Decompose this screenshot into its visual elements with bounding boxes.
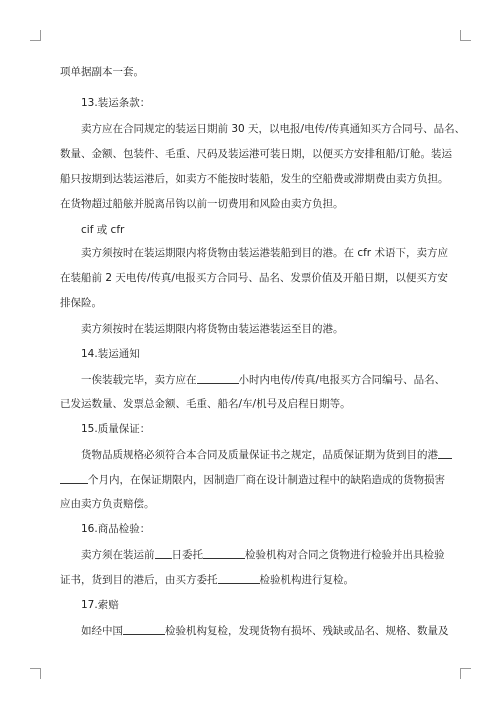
section-heading-16: 16.商品检验：	[81, 523, 151, 535]
text-line: 项单据副本一套。	[60, 66, 144, 78]
section-heading-13: 13.装运条款：	[81, 97, 151, 109]
text-line: 卖方应在合同规定的装运日期前 30 天，以电报/电传/传真通知买方合同号、品名、	[81, 123, 466, 135]
section-heading-15: 15.质量保证：	[81, 423, 151, 435]
text-line	[81, 448, 452, 461]
text-fragment: 个月内，在保证期限内，因制造厂商在设计制造过程中的缺陷造成的货物损害	[88, 474, 445, 486]
text-line: 数量、金额、包装件、毛重、尺码及装运港可装日期，以便买方安排租船/订舱。装运	[60, 148, 453, 160]
text-line	[60, 573, 354, 586]
text-line: 应由卖方负责赔偿。	[60, 498, 155, 510]
text-fragment: 检验机构复检，发现货物有损坏、残缺或品名、规格、数量及	[165, 625, 449, 637]
section-heading-17: 17.索赔	[81, 599, 119, 611]
fill-in-blank[interactable]	[197, 373, 239, 384]
text-line	[81, 624, 449, 637]
text-line: 卖方须按时在装运期限内将货物由装运港装船到目的港。在 cfr 术语下，卖方应	[81, 247, 448, 259]
text-fragment: 日委托	[171, 549, 203, 561]
text-line	[81, 373, 445, 386]
text-fragment: 证书，货到目的港后，由买方委托	[60, 574, 218, 586]
text-line: 卖方须按时在装运期限内将货物由装运港装运至目的港。	[81, 323, 344, 335]
text-line: cif 或 cfr	[81, 224, 125, 236]
text-line: 已发运数量、发票总金额、毛重、船名/车/机号及启程日期等。	[60, 398, 351, 410]
text-fragment: 检验机构进行复检。	[259, 574, 354, 586]
text-fragment: 小时内电传/传真/电报买方合同编号、品名、	[238, 374, 446, 386]
crop-mark-top-right	[460, 30, 471, 41]
fill-in-blank[interactable]	[218, 573, 260, 584]
text-fragment: 一俟装载完毕，卖方应在	[81, 374, 197, 386]
text-fragment: 卖方须在装运前	[81, 549, 155, 561]
text-line	[60, 473, 445, 486]
fill-in-blank[interactable]	[203, 548, 245, 559]
crop-mark-bottom-left	[30, 668, 41, 679]
text-line: 在装船前 2 天电传/传真/电报买方合同号、品名、发票价值及开船日期，以便买方安	[60, 272, 448, 284]
text-line: 在货物超过船舷并脱离吊钩以前一切费用和风险由卖方负担。	[60, 198, 344, 210]
text-fragment: 检验机构对合同之货物进行检验并出具检验	[245, 549, 445, 561]
fill-in-blank[interactable]	[123, 624, 165, 635]
fill-in-blank[interactable]	[60, 473, 88, 484]
fill-in-blank[interactable]	[438, 448, 452, 459]
text-line	[81, 548, 445, 561]
text-fragment: 货物品质规格必须符合本合同及质量保证书之规定，品质保证期为货到目的港	[81, 449, 438, 461]
crop-mark-bottom-right	[460, 668, 471, 679]
text-fragment: 如经中国	[81, 625, 123, 637]
crop-mark-top-left	[30, 30, 41, 41]
text-line: 排保险。	[60, 297, 102, 309]
section-heading-14: 14.装运通知	[81, 348, 140, 360]
fill-in-blank[interactable]	[155, 548, 172, 559]
text-line: 船只按期到达装运港后，如卖方不能按时装船，发生的空船费或滞期费由卖方负担。	[60, 173, 449, 185]
